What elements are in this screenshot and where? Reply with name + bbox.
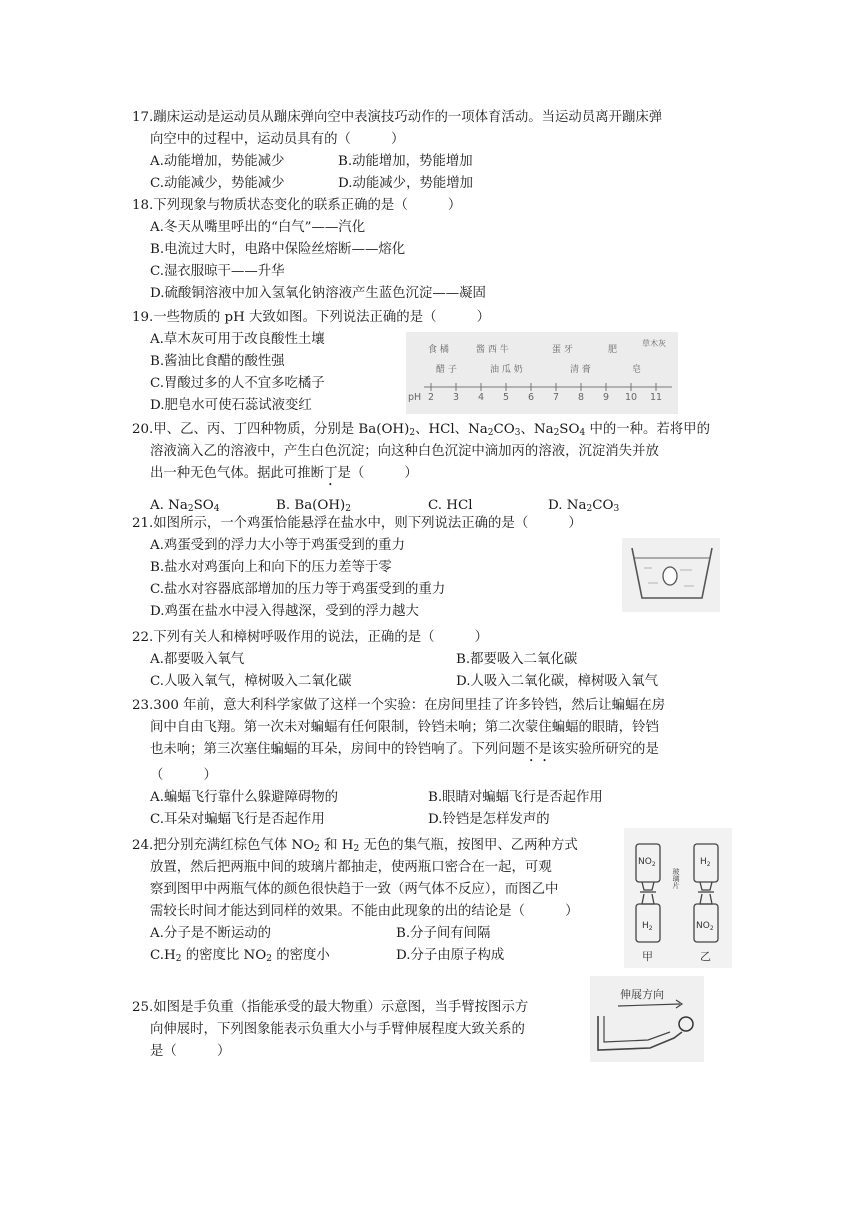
question-25	[132, 997, 602, 1063]
ph-scale-figure	[406, 332, 678, 414]
ph-bottom-word-2: 油 瓜 奶	[490, 365, 523, 375]
ph-tick-11: 11	[650, 392, 663, 403]
ph-top-word-2: 酱 西 牛	[476, 345, 509, 355]
glass-plate-label: 玻璃片	[672, 868, 680, 889]
jia-bottom-gas-label: $H_2$	[642, 921, 653, 932]
q23-stem-line3: 也未响；第三次塞住蝙蝠的耳朵，房间中的铃铛响了。下列问题不是该实验所研究的是	[150, 742, 659, 757]
q17-stem-line2: 向空中的过程中，运动员具有的（ ）	[150, 132, 405, 147]
q20-option-b: B. $Ba(OH)_2$	[276, 498, 352, 514]
q19-option-d: D.肥皂水可使石蕊试液变红	[150, 398, 312, 413]
figure-yi-caption: 乙	[700, 950, 711, 963]
q17-option-d: D.动能减少，势能增加	[338, 176, 474, 191]
q24-stem-line1: 24.把分别充满红棕色气体 $NO_2$ 和 $H_2$ 无色的集气瓶，按图甲、乙两种方式	[132, 838, 578, 854]
q24-option-a: A.分子是不断运动的	[150, 926, 272, 941]
question-18	[132, 195, 742, 305]
q20-option-d: D. $Na_2CO_3$	[548, 498, 620, 514]
q17-option-c: C.动能减少，势能减少	[150, 176, 285, 191]
q21-option-d: D.鸡蛋在盐水中浸入得越深，受到的浮力越大	[150, 604, 419, 619]
figure-jia-caption: 甲	[642, 950, 653, 963]
q24-option-c: $C.H_2$ 的密度比 $NO_2$ 的密度小	[150, 948, 330, 964]
ph-tick-10: 10	[625, 392, 638, 403]
arm-load-figure	[590, 976, 704, 1062]
q20-option-a: A. $Na_2SO_4$	[150, 498, 220, 514]
q17-stem-line1: 17.蹦床运动是运动员从蹦床弹向空中表演技巧动作的一项体育活动。当运动员离开蹦床弹	[132, 110, 663, 125]
q21-option-c: C.盐水对容器底部增加的压力等于鸡蛋受到的重力	[150, 582, 446, 597]
q18-option-b: B.电流过大时，电路中保险丝熔断——熔化	[150, 242, 406, 257]
yi-top-gas-label: $H_2$	[700, 857, 711, 868]
ph-axis-label: pH	[408, 392, 422, 403]
q23-option-a: A.蝙蝠飞行靠什么躲避障碍物的	[150, 790, 339, 805]
egg-shape	[663, 567, 677, 585]
q18-option-d: D.硫酸铜溶液中加入氢氧化钠溶液产生蓝色沉淀——凝固	[150, 286, 486, 301]
q18-option-a: A.冬天从嘴里呼出的“白气”——汽化	[150, 220, 366, 235]
q17-option-b: B.动能增加，势能增加	[338, 154, 473, 169]
question-20	[132, 419, 742, 517]
q23-option-b: B.眼睛对蝙蝠飞行是否起作用	[428, 790, 603, 805]
q23-stem-line2: 间中自由飞翔。第一次未对蝙蝠有任何限制，铃铛未响；第二次蒙住蝙蝠的眼睛，铃铛	[150, 720, 659, 735]
ph-top-word-1: 食 橘	[428, 345, 449, 355]
q20-stem-line2: 溶液滴入乙的溶液中，产生白色沉淀；向这种白色沉淀中滴加丙的溶液，沉淀消失并放	[150, 444, 659, 459]
ph-top-word-4: 肥	[608, 345, 618, 355]
q22-option-d: D.人吸入二氧化碳，樟树吸入氧气	[456, 674, 658, 689]
q24-option-b: B.分子间有间隔	[396, 926, 491, 941]
q24-stem-line2: 放置，然后把两瓶中间的玻璃片都抽走，使两瓶口密合在一起，可观	[150, 860, 552, 875]
ph-tick-2: 2	[428, 392, 435, 403]
question-23	[132, 695, 742, 831]
q18-stem: 18.下列现象与物质状态变化的联系正确的是（ ）	[132, 198, 462, 213]
q23-stem-line1: 23.300 年前，意大利科学家做了这样一个实验：在房间里挂了许多铃铛，然后让蝙蝠在房	[132, 698, 666, 713]
q22-stem: 22.下列有关人和樟树呼吸作用的说法，正确的是（ ）	[132, 630, 489, 645]
stretch-direction-label: 伸展方向	[620, 988, 664, 1001]
ph-bottom-word-4: 皂	[632, 365, 642, 375]
q23-option-c: C.耳朵对蝙蝠飞行是否起作用	[150, 812, 325, 827]
q19-option-b: B.酱油比食醋的酸性强	[150, 354, 285, 369]
q19-option-a: A.草木灰可用于改良酸性土壤	[150, 332, 325, 347]
q22-option-c: C.人吸入氧气，樟树吸入二氧化碳	[150, 674, 352, 689]
q25-stem-line1: 25.如图是手负重（指能承受的最大物重）示意图，当手臂按图示方	[132, 1000, 529, 1015]
q21-stem: 21.如图所示，一个鸡蛋恰能悬浮在盐水中，则下列说法正确的是（ ）	[132, 516, 582, 531]
jia-top-gas-label: $NO_2$	[638, 857, 656, 868]
gas-bottles-figure	[624, 828, 732, 968]
q21-option-b: B.盐水对鸡蛋向上和向下的压力差等于零	[150, 560, 392, 575]
q19-stem: 19.一些物质的 pH 大致如图。下列说法正确的是（ ）	[132, 310, 491, 325]
question-22	[132, 627, 742, 693]
q23-stem-line4: （ ）	[150, 768, 217, 783]
ph-tick-6: 6	[528, 392, 535, 403]
ph-top-word-5: 草木灰	[642, 339, 666, 348]
ph-tick-3: 3	[453, 392, 460, 403]
question-17	[132, 107, 742, 195]
q18-option-c: C.湿衣服晾干——升华	[150, 264, 285, 279]
q17-option-a: A.动能增加，势能减少	[150, 154, 285, 169]
ph-tick-8: 8	[578, 392, 585, 403]
q20-stem-line1: 20.甲、乙、丙、丁四种物质，分别是 $Ba(OH)_2$、HCl、$Na_2CO_3$、$Na_2SO_4$ 中的一种。若将甲的	[132, 422, 710, 438]
q23-option-d: D.铃铛是怎样发声的	[428, 812, 550, 827]
q25-stem-line2: 向伸展时，下列图象能表示负重大小与手臂伸展程度大致关系的	[150, 1022, 525, 1037]
ph-top-word-3: 蛋 牙	[552, 345, 573, 355]
q20-stem-line3: 出一种无色气体。据此可推断丁是（ ）	[150, 466, 418, 481]
egg-in-salt-water-figure	[622, 538, 720, 612]
ph-tick-4: 4	[478, 392, 485, 403]
q24-stem-line4: 需较长时间才能达到同样的效果。不能由此现象的出的结论是（ ）	[150, 904, 579, 919]
q24-option-d: D.分子由原子构成	[396, 948, 505, 963]
q20-option-c: C. HCl	[428, 498, 473, 513]
question-24	[132, 835, 622, 967]
q24-stem-line3: 察到图甲中两瓶气体的颜色很快趋于一致（两气体不反应），而图乙中	[150, 882, 559, 897]
ph-tick-5: 5	[503, 392, 510, 403]
q19-option-c: C.胃酸过多的人不宜多吃橘子	[150, 376, 325, 391]
ph-bottom-word-3: 清 膏	[570, 365, 591, 375]
q22-option-b: B.都要吸入二氧化碳	[456, 652, 578, 667]
ph-bottom-word-1: 醋 子	[436, 365, 457, 375]
q21-option-a: A.鸡蛋受到的浮力大小等于鸡蛋受到的重力	[150, 538, 405, 553]
yi-bottom-gas-label: $NO_2$	[696, 921, 714, 932]
q22-option-a: A.都要吸入氧气	[150, 652, 245, 667]
q25-stem-line3: 是（ ）	[150, 1044, 231, 1059]
ph-tick-9: 9	[603, 392, 610, 403]
ph-tick-7: 7	[553, 392, 560, 403]
